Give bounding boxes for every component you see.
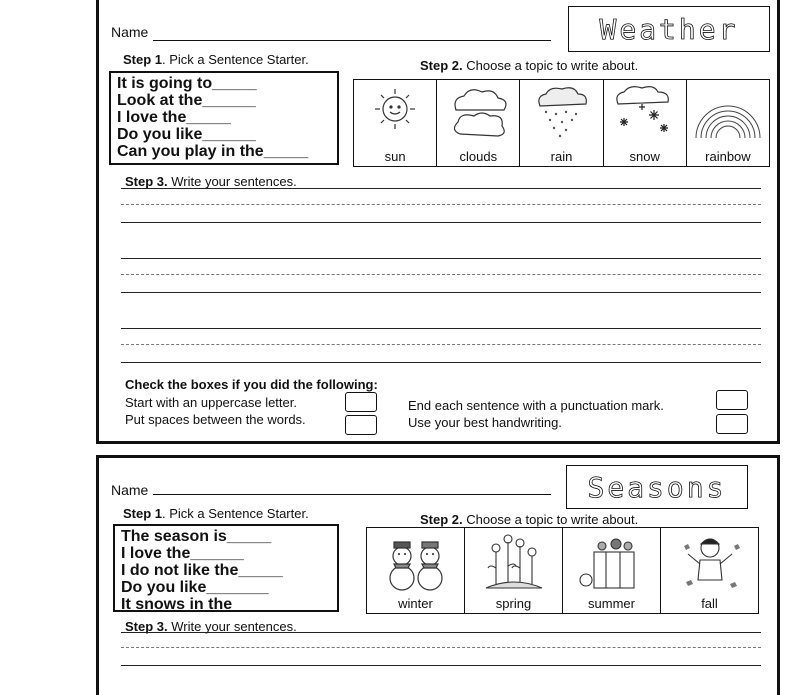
topic-sun	[354, 80, 437, 166]
topic-label: snow	[629, 149, 660, 164]
rain-icon	[532, 84, 592, 144]
starter-item: It snows in the_____	[121, 596, 277, 613]
writing-line	[121, 328, 761, 329]
checklist-item: End each sentence with a punctuation mark.	[408, 398, 664, 413]
step3-heading: Step 3. Write your sentences.	[125, 619, 297, 634]
step2-heading: Step 2. Choose a topic to write about.	[420, 58, 639, 73]
writing-line	[121, 632, 761, 633]
sentence-starter-box	[113, 524, 339, 612]
starter-item: I do not like the_____	[121, 562, 283, 579]
checkbox[interactable]	[345, 415, 377, 435]
child-in-leaves-icon	[674, 532, 746, 594]
starter-item: Do you like_______	[121, 579, 269, 596]
writing-line	[121, 665, 761, 666]
checklist-item: Put spaces between the words.	[125, 412, 306, 427]
topic-winter	[367, 528, 465, 613]
topic-label: summer	[588, 596, 635, 611]
page-title: Seasons	[566, 465, 748, 509]
writing-guide	[121, 274, 761, 275]
name-label: Name	[111, 482, 149, 498]
starter-item: Can you play in the_____	[117, 143, 309, 160]
sun-icon	[370, 84, 420, 134]
topic-rainbow	[687, 80, 769, 166]
clouds-icon	[442, 84, 514, 142]
topic-grid	[353, 79, 770, 167]
topic-label: sun	[384, 149, 406, 164]
topic-grid	[366, 527, 759, 614]
snowman-icon	[380, 532, 452, 594]
checklist-item: Use your best handwriting.	[408, 415, 562, 430]
writing-line	[121, 292, 761, 293]
starter-item: Do you like______	[117, 126, 256, 143]
step2-heading: Step 2. Choose a topic to write about.	[420, 512, 639, 527]
weather-worksheet	[96, 0, 780, 444]
starter-item: I love the______	[121, 545, 244, 562]
step1-heading: Step 1. Pick a Sentence Starter.	[123, 52, 309, 67]
page-title: Weather	[568, 6, 770, 52]
topic-label: fall	[701, 596, 718, 611]
writing-line	[121, 362, 761, 363]
topic-label: spring	[495, 596, 532, 611]
topic-fall	[661, 528, 758, 613]
writing-line	[121, 258, 761, 259]
checkbox[interactable]	[716, 414, 748, 434]
starter-item: The season is_____	[121, 528, 272, 545]
sentence-starter-box	[109, 71, 339, 165]
name-label: Name	[111, 24, 149, 40]
step3-heading: Step 3. Write your sentences.	[125, 174, 297, 189]
topic-label: clouds	[459, 149, 498, 164]
writing-guide	[121, 647, 761, 648]
checkbox[interactable]	[716, 390, 748, 410]
topic-snow	[604, 80, 687, 166]
name-line	[153, 40, 551, 41]
starter-item: It is going to_____	[117, 75, 257, 92]
writing-guide	[121, 204, 761, 205]
step1-heading: Step 1. Pick a Sentence Starter.	[123, 506, 309, 521]
topic-summer	[563, 528, 661, 613]
sandcastle-icon	[576, 532, 648, 594]
topic-label: rainbow	[705, 149, 751, 164]
checkbox[interactable]	[345, 392, 377, 412]
snow-icon	[612, 84, 678, 142]
checklist-item: Start with an uppercase letter.	[125, 395, 297, 410]
checklist-title: Check the boxes if you did the following:	[125, 377, 378, 392]
seasons-worksheet	[96, 455, 780, 695]
writing-guide	[121, 344, 761, 345]
writing-line	[121, 222, 761, 223]
name-line	[153, 494, 551, 495]
starter-item: I love the_____	[117, 109, 231, 126]
topic-spring	[465, 528, 563, 613]
topic-clouds	[437, 80, 520, 166]
topic-label: rain	[550, 149, 573, 164]
flowers-icon	[478, 532, 550, 594]
writing-line	[121, 188, 761, 189]
starter-item: Look at the______	[117, 92, 256, 109]
topic-rain	[520, 80, 603, 166]
topic-label: winter	[398, 596, 433, 611]
rainbow-icon	[692, 84, 764, 140]
